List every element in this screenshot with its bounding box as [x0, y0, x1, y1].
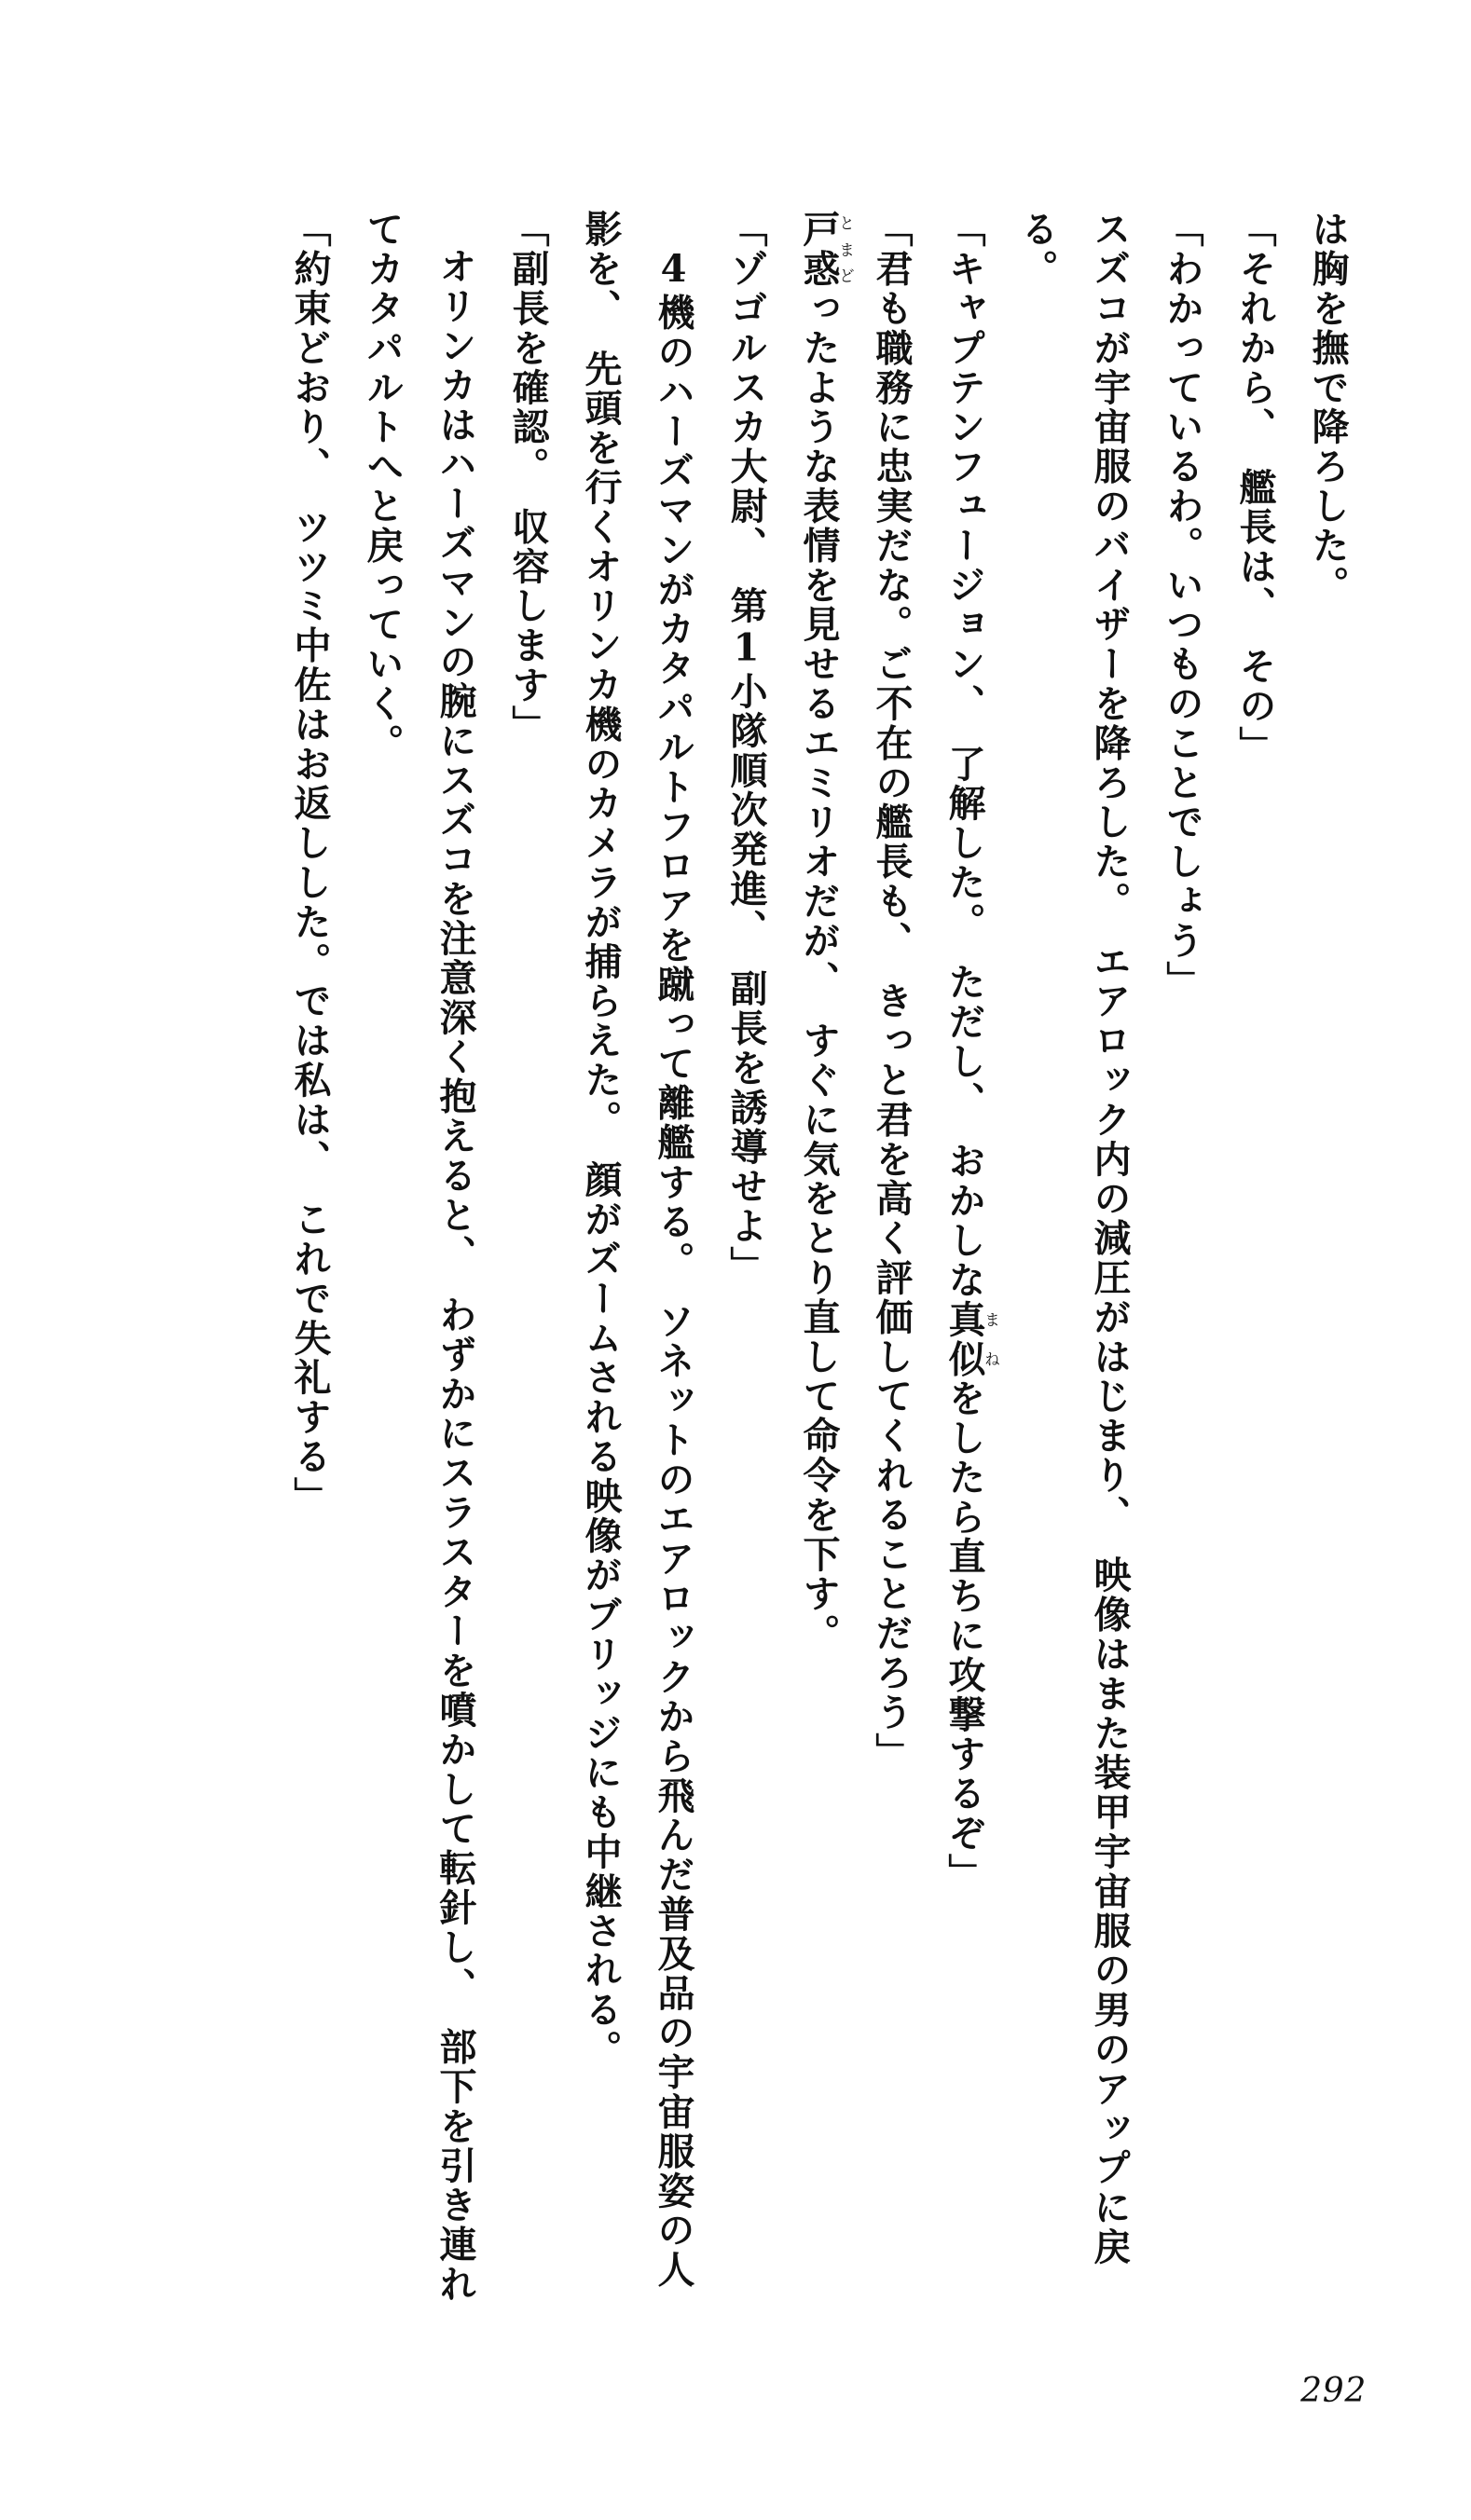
body-text — [171, 210, 1364, 2307]
paragraph-1: は胸を撫で降ろした。 — [1306, 210, 1350, 605]
paragraph-10: 「副長を確認。 収容します」 — [506, 210, 550, 745]
paragraph-2: 「それから、 艦長は、 その」 — [1233, 210, 1277, 765]
page-number: 292 — [1300, 2372, 1367, 2410]
paragraph-12: 「約束どおり、 ツツミ中佐はお返しした。では私は、 これで失礼する」 — [288, 210, 332, 1516]
paragraph-3: 「わかっているわ。いつものことでしょう」 — [1161, 210, 1204, 1000]
paragraph-11: オリンカはハーズマンの腕にスズコを注意深く抱えると、 わずかにスラスターを噴かして転針し、 部下を引き連れてカタパルトへと戻っていく。 — [361, 210, 477, 2305]
ruby-annotation: 真似まね — [942, 1299, 1001, 1379]
paragraph-9: 4機のハーズマンがカタパルトフロアを蹴って離艦する。 ソネットのエアロックから飛んだ普及品の宇宙服姿の人影を、 先頭を行くオリンカ機のカメラが捕らえた。 顔がズームされる映像がブリッジにも中継される。 — [579, 210, 695, 2290]
paragraph-8: 「ゾゴルスカ大尉、 第1小隊順次発進、 副長を誘導せよ」 — [724, 210, 768, 1286]
paragraph-6: 「君も職務に忠実だな。ご不在の艦長も、 きっと君を高く評価してくれることだろう」 — [870, 210, 914, 1772]
ruby-annotation: 戸惑とまど — [797, 210, 856, 289]
paragraph-5: 「キャプテンフュージョン、 了解した。 ただし、 おかしな真似まねをしたら直ちに攻撃するぞ」 — [942, 210, 1001, 1893]
paragraph-4: スズコが宇宙服のバイザーを降ろした。 エアロック内の減圧がはじまり、 映像はまた装甲宇宙服の男のアップに戻る。 — [1015, 210, 1132, 2267]
paragraph-7: 戸惑とまどったような表情を見せるエミリオだが、 すぐに気をとり直して命令を下す。 — [797, 210, 856, 1653]
